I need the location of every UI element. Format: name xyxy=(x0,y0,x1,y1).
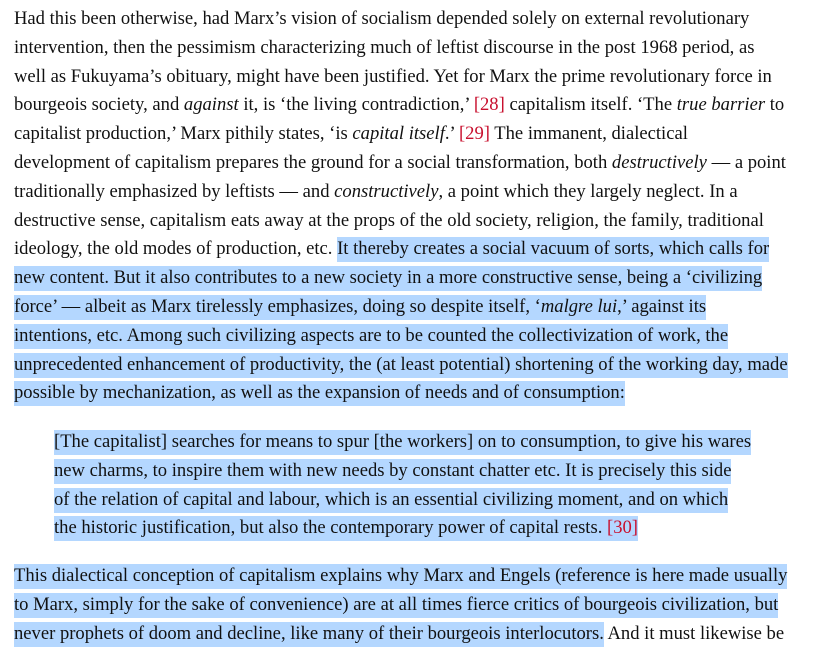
text-segment: the historic justification, but also the contemporary power of capital rests. xyxy=(54,517,608,539)
text-line: intervention, then the pessimism characterizing much of leftist discourse in the post 1968 period, as xyxy=(14,36,755,58)
text-segment: to xyxy=(765,94,785,116)
selected-text[interactable]: to Marx, simply for the sake of convenience) are at all times fierce critics of bourgeois civilization, but xyxy=(14,593,778,618)
text-line xyxy=(14,91,820,120)
text-line xyxy=(14,149,820,178)
selected-text[interactable]: new charms, to inspire them with new needs by constant chatter etc. It is precisely this side xyxy=(54,459,731,484)
text-segment: And it must likewise be xyxy=(603,622,785,644)
quote-line xyxy=(54,486,778,515)
selected-text[interactable] xyxy=(54,516,638,541)
text-line xyxy=(14,178,820,207)
selected-text[interactable]: unprecedented enhancement of productivity, the (at least potential) shortening of the working day, made xyxy=(14,353,788,378)
text-segment: ,’ against its xyxy=(617,295,707,317)
selected-text[interactable]: of the relation of capital and labour, which is an essential civilizing moment, and on which xyxy=(54,488,728,513)
selected-text[interactable]: possible by mechanization, as well as the expansion of needs and of consumption: xyxy=(14,381,625,406)
footnote-ref-30[interactable]: [30] xyxy=(607,517,638,539)
emphasis-capital-itself: capital itself xyxy=(352,123,445,145)
selected-text[interactable]: [The capitalist] searches for means to spur [the workers] on to consumption, to give his wares xyxy=(54,430,751,455)
selected-text[interactable]: This dialectical conception of capitalism explains why Marx and Engels (reference is here made usually xyxy=(14,564,787,589)
text-segment: development of capitalism prepares the ground for a social transformation, both xyxy=(14,151,612,173)
selected-text[interactable]: new content. But it also contributes to a new society in a more constructive sense, being a ‘civilizing xyxy=(14,266,762,291)
selected-text[interactable]: intentions, etc. Among such civilizing aspects are to be counted the collectivization of work, the xyxy=(14,324,728,349)
text-line xyxy=(14,620,820,649)
text-segment: The immanent, dialectical xyxy=(489,123,688,145)
text-line xyxy=(14,379,820,408)
block-quote xyxy=(54,428,778,543)
emphasis-against: against xyxy=(183,94,239,116)
text-line xyxy=(14,562,820,591)
text-segment: , a point which they largely neglect. In a xyxy=(438,180,738,202)
text-segment: it, is ‘the living contradiction,’ xyxy=(238,94,474,116)
emphasis-malgre-lui: malgre lui xyxy=(540,295,618,317)
paragraph-3 xyxy=(14,562,820,648)
paragraph-1 xyxy=(14,5,820,408)
text-line xyxy=(14,322,820,351)
footnote-ref-28[interactable]: [28] xyxy=(473,94,505,116)
text-line: well as Fukuyama’s obituary, might have been justified. Yet for Marx the prime revolutionary force in xyxy=(14,65,772,87)
selected-text[interactable]: It thereby creates a social vacuum of sorts, which calls for xyxy=(337,237,769,262)
text-line xyxy=(14,235,820,264)
text-line xyxy=(14,264,820,293)
emphasis-destructively: destructively xyxy=(611,151,707,173)
text-line xyxy=(14,120,820,149)
selected-text[interactable]: never prophets of doom and decline, like many of their bourgeois interlocutors. xyxy=(14,622,604,647)
text-segment: bourgeois society, and xyxy=(14,94,184,116)
text-segment: capitalism itself. ‘The xyxy=(504,94,677,116)
text-segment: .’ xyxy=(444,123,459,145)
text-line: destructive sense, capitalism eats away at the props of the old society, religion, the family, traditional xyxy=(14,209,764,231)
text-segment: ideology, the old modes of production, etc. xyxy=(14,238,338,260)
text-line: Had this been otherwise, had Marx’s vision of socialism depended solely on external revolutionary xyxy=(14,8,750,29)
text-line xyxy=(14,293,820,322)
quote-line xyxy=(54,514,778,543)
text-segment: capitalist production,’ Marx pithily states, ‘is xyxy=(14,123,353,145)
selected-text[interactable] xyxy=(14,295,706,320)
text-line xyxy=(14,351,820,380)
quote-line xyxy=(54,457,778,486)
emphasis-constructively: constructively xyxy=(334,180,439,202)
quote-line xyxy=(54,428,778,457)
text-segment: force’ — albeit as Marx tirelessly emphasizes, doing so despite itself, ‘ xyxy=(14,295,541,317)
text-line xyxy=(14,591,820,620)
footnote-ref-29[interactable]: [29] xyxy=(458,123,490,145)
text-segment: traditionally emphasized by leftists — and xyxy=(14,180,335,202)
text-segment: — a point xyxy=(706,151,786,173)
emphasis-true-barrier: true barrier xyxy=(676,94,766,116)
